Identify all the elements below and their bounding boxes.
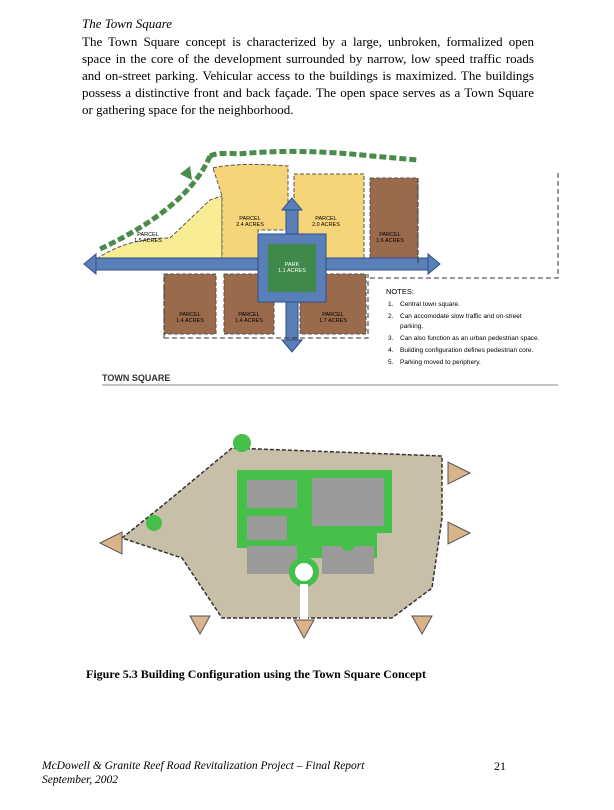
building [312,478,384,526]
parcel-label: PARCEL [315,216,337,222]
footer-date: September, 2002 [42,774,119,786]
parcel-label: PARCEL [322,312,344,318]
building [247,516,287,540]
parcel-1-4a [164,274,216,334]
parcel-acres: 1.6 ACRES [376,238,404,244]
note-text: Building configuration defines pedestrian core. [400,347,534,354]
plan-label: TOWN SQUARE [102,373,171,383]
building-configuration-sketch [92,408,512,666]
notes-title: NOTES: [386,287,414,296]
parcel-label: PARCEL [239,216,261,222]
note-num: 1. [388,301,394,308]
section-title: The Town Square [82,16,173,31]
footer-title [42,759,364,787]
building [247,480,297,508]
parcel-acres: 1.4 ACRES [176,318,204,324]
parcel-acres: 1.4 ACRES [235,318,263,324]
note-text: Can accomodate slow traffic and on-street [400,313,522,320]
note-num: 4. [388,347,394,354]
note-text: parking. [400,323,424,330]
footer-report-title: McDowell & Granite Reef Road Revitalization Project – Final Report [42,760,365,772]
figure-caption: Figure 5.3 Building Configuration using the Town Square Concept [86,667,426,681]
parcel-label: PARCEL [379,232,401,238]
parcel-label: PARCEL [137,232,159,238]
parcel-acres: 2.0 ACRES [312,222,340,228]
parcel-1-6 [370,178,418,266]
parcel-label: PARCEL [238,312,260,318]
note-text: Parking moved to periphery. [400,359,481,366]
town-square-plan [38,138,588,400]
park-acres: 1.1 ACRES [278,268,306,274]
note-text: Can also function as an urban pedestrian space. [400,335,540,342]
note-num: 2. [388,313,394,320]
note-num: 5. [388,359,394,366]
park-label: PARK [284,262,300,268]
parcel-acres: 1.7 ACRES [319,318,347,324]
parcel-acres: 2.4 ACRES [236,222,264,228]
page-number: 21 [494,759,506,773]
note-text: Central town square. [400,301,460,308]
note-num: 3. [388,335,394,342]
parcel-acres: 1.5 ACRES [134,238,162,244]
parcel-label: PARCEL [179,312,201,318]
intro-paragraph: The Town Square concept is characterized by a large, unbroken, formalized open space in the core of the development surrounded by narrow, low speed traffic roads and on-street parking. Vehicular access to the buildings is maximized. The buildings possess a distinctive front and back façade. The open space serves as a Town Square or gathering space for the neighborhood. [82,34,534,117]
